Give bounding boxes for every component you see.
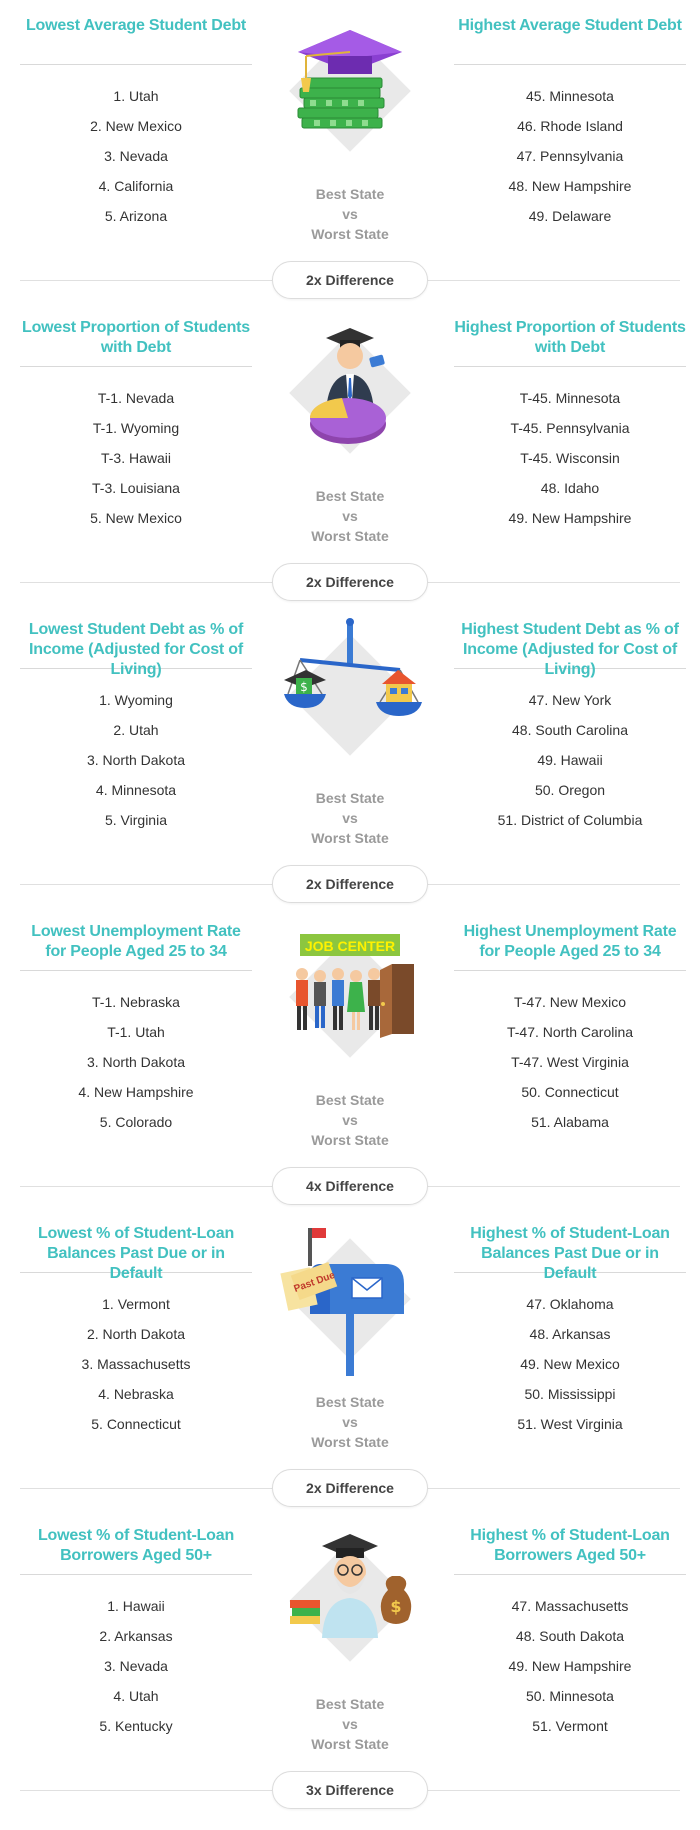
best-vs-worst [270,486,430,546]
list-item: 49. New Mexico [520,1356,620,1372]
divider [20,366,252,367]
job-center-sign: JOB CENTER [304,938,396,954]
section-debt-to-income [0,604,700,906]
best-title: Lowest Unemployment Rate for People Aged 25 to 34 [31,923,241,960]
list-item: T-45. Pennsylvania [510,420,630,436]
best-title: Lowest Student Debt as % of Income (Adjusted for Cost of Living) [28,621,244,678]
worst-title: Highest Unemployment Rate for People Aged 25 to 34 [463,923,677,960]
job-center-queue-icon [270,916,430,1086]
divider [454,366,686,367]
worst-list [454,1591,686,1741]
list-item: 2. New Mexico [90,118,182,134]
list-item: 5. Kentucky [99,1718,173,1734]
list-item: 48. Arkansas [529,1326,611,1342]
difference-badge: 2x Difference [272,1469,428,1507]
list-item: T-47. New Mexico [513,994,627,1010]
list-item: 5. Connecticut [91,1416,181,1432]
list-item: 4. New Hampshire [78,1084,194,1100]
worst-column [454,1510,686,1741]
worst-list [454,685,686,835]
vs-label: vs [342,1112,358,1128]
list-item: 51. Alabama [531,1114,609,1130]
list-item: 5. Virginia [104,812,167,828]
list-item: T-3. Hawaii [100,450,172,466]
worst-column [454,906,686,1137]
best-list [20,685,252,835]
list-item: 1. Hawaii [107,1598,165,1614]
best-list [20,1591,252,1741]
best-label: Best State [315,1394,385,1410]
list-item: T-45. Wisconsin [520,450,620,466]
worst-list [454,987,686,1137]
list-item: 4. California [98,178,174,194]
worst-list [454,383,686,533]
best-label: Best State [315,790,385,806]
vs-label: vs [342,1414,358,1430]
list-item: T-1. Nebraska [92,994,180,1010]
best-list [20,81,252,231]
list-item: 46. Rhode Island [517,118,623,134]
section-proportion-with-debt [0,302,700,604]
comparison-center [270,906,430,1146]
list-item: 2. Arkansas [99,1628,173,1644]
list-item: 50. Oregon [534,782,606,798]
worst-column [454,302,686,533]
difference-badge: 2x Difference [272,865,428,903]
vs-label: vs [342,1716,358,1732]
section-average-debt [0,0,700,302]
list-item: 47. Pennsylvania [516,148,624,164]
list-item: 3. Nevada [104,1658,168,1674]
difference-badge: 2x Difference [272,563,428,601]
list-item: 48. South Dakota [515,1628,625,1644]
list-item: 49. Delaware [528,208,612,224]
worst-column [454,1208,686,1439]
list-item: 48. New Hampshire [508,178,632,194]
divider [20,64,252,65]
best-title: Lowest % of Student-Loan Borrowers Aged 50+ [37,1527,235,1564]
list-item: 1. Wyoming [99,692,173,708]
graduate-pie-chart-icon [270,312,430,482]
list-item: 3. Massachusetts [81,1356,191,1372]
older-graduate-icon [270,1520,430,1690]
list-item: 5. Arizona [104,208,168,224]
worst-title: Highest % of Student-Loan Borrowers Aged 50+ [470,1527,670,1564]
best-list [20,1289,252,1439]
best-label: Best State [315,1696,385,1712]
section-borrowers-50-plus [0,1510,700,1812]
list-item: 49. New Hampshire [508,510,632,526]
comparison-center [270,1208,430,1448]
divider [454,970,686,971]
worst-label: Worst State [311,226,389,242]
list-item: 1. Utah [113,88,159,104]
list-item: 50. Minnesota [526,1688,614,1704]
list-item: 50. Connecticut [521,1084,619,1100]
worst-label: Worst State [311,1434,389,1450]
best-list [20,987,252,1137]
list-item: 5. New Mexico [90,510,182,526]
worst-title: Highest Proportion of Students with Debt [454,319,686,356]
worst-title: Highest % of Student-Loan Balances Past Due or in Default [470,1225,670,1282]
list-item: 2. North Dakota [86,1326,186,1342]
comparison-center [270,302,430,542]
best-vs-worst [270,1694,430,1754]
best-title: Lowest Average Student Debt [25,17,247,34]
list-item: T-3. Louisiana [92,480,180,496]
best-column [20,1208,252,1439]
list-item: 2. Utah [113,722,159,738]
best-column [20,1510,252,1741]
best-label: Best State [315,1092,385,1108]
worst-column [454,604,686,835]
section-past-due [0,1208,700,1510]
best-column [20,0,252,231]
difference-badge: 3x Difference [272,1771,428,1809]
list-item: 3. North Dakota [86,752,186,768]
divider [20,970,252,971]
best-vs-worst [270,788,430,848]
best-column [20,906,252,1137]
list-item: 47. Oklahoma [526,1296,614,1312]
worst-column [454,0,686,231]
list-item: 49. Hawaii [537,752,603,768]
past-due-stamp: Past Due [292,1269,337,1295]
list-item: T-45. Minnesota [519,390,621,406]
worst-label: Worst State [311,830,389,846]
balance-scale-icon [270,614,430,784]
list-item: 51. Vermont [532,1718,608,1734]
vs-label: vs [342,206,358,222]
best-label: Best State [315,186,385,202]
worst-list [454,81,686,231]
difference-badge: 4x Difference [272,1167,428,1205]
list-item: 5. Colorado [99,1114,173,1130]
list-item: 51. West Virginia [517,1416,623,1432]
list-item: 4. Nebraska [98,1386,174,1402]
list-item: T-1. Nevada [97,390,175,406]
divider [454,1574,686,1575]
worst-title: Highest Average Student Debt [458,17,682,34]
vs-label: vs [342,508,358,524]
difference-badge: 2x Difference [272,261,428,299]
list-item: 49. New Hampshire [508,1658,632,1674]
list-item: 1. Vermont [102,1296,170,1312]
list-item: T-47. North Carolina [506,1024,634,1040]
best-vs-worst [270,184,430,244]
vs-label: vs [342,810,358,826]
section-unemployment [0,906,700,1208]
divider [20,1574,252,1575]
list-item: 45. Minnesota [526,88,614,104]
best-vs-worst [270,1090,430,1150]
list-item: 48. South Carolina [512,722,628,738]
best-title: Lowest % of Student-Loan Balances Past Due or in Default [37,1225,235,1282]
best-title: Lowest Proportion of Students with Debt [22,319,250,356]
comparison-center [270,604,430,844]
list-item: 48. Idaho [540,480,600,496]
list-item: T-1. Wyoming [92,420,180,436]
worst-label: Worst State [311,1132,389,1148]
list-item: 50. Mississippi [524,1386,616,1402]
best-column [20,604,252,835]
comparison-center [270,0,430,240]
list-item: 51. District of Columbia [497,812,643,828]
best-column [20,302,252,533]
list-item: T-1. Utah [107,1024,165,1040]
best-list [20,383,252,533]
best-vs-worst [270,1392,430,1452]
list-item: 47. New York [528,692,612,708]
list-item: T-47. West Virginia [511,1054,629,1070]
list-item: 4. Minnesota [95,782,177,798]
worst-title: Highest Student Debt as % of Income (Adjusted for Cost of Living) [461,621,679,678]
svg-text:$: $ [390,1597,402,1616]
list-item: 47. Massachusetts [511,1598,629,1614]
list-item: 4. Utah [113,1688,159,1704]
graduation-cap-money-icon [270,10,430,180]
worst-label: Worst State [311,1736,389,1752]
divider [454,64,686,65]
mailbox-past-due-icon [270,1218,430,1388]
worst-list [454,1289,686,1439]
list-item: 3. North Dakota [86,1054,186,1070]
comparison-center [270,1510,430,1750]
best-label: Best State [315,488,385,504]
list-item: 3. Nevada [104,148,168,164]
svg-text:$: $ [300,680,308,694]
worst-label: Worst State [311,528,389,544]
